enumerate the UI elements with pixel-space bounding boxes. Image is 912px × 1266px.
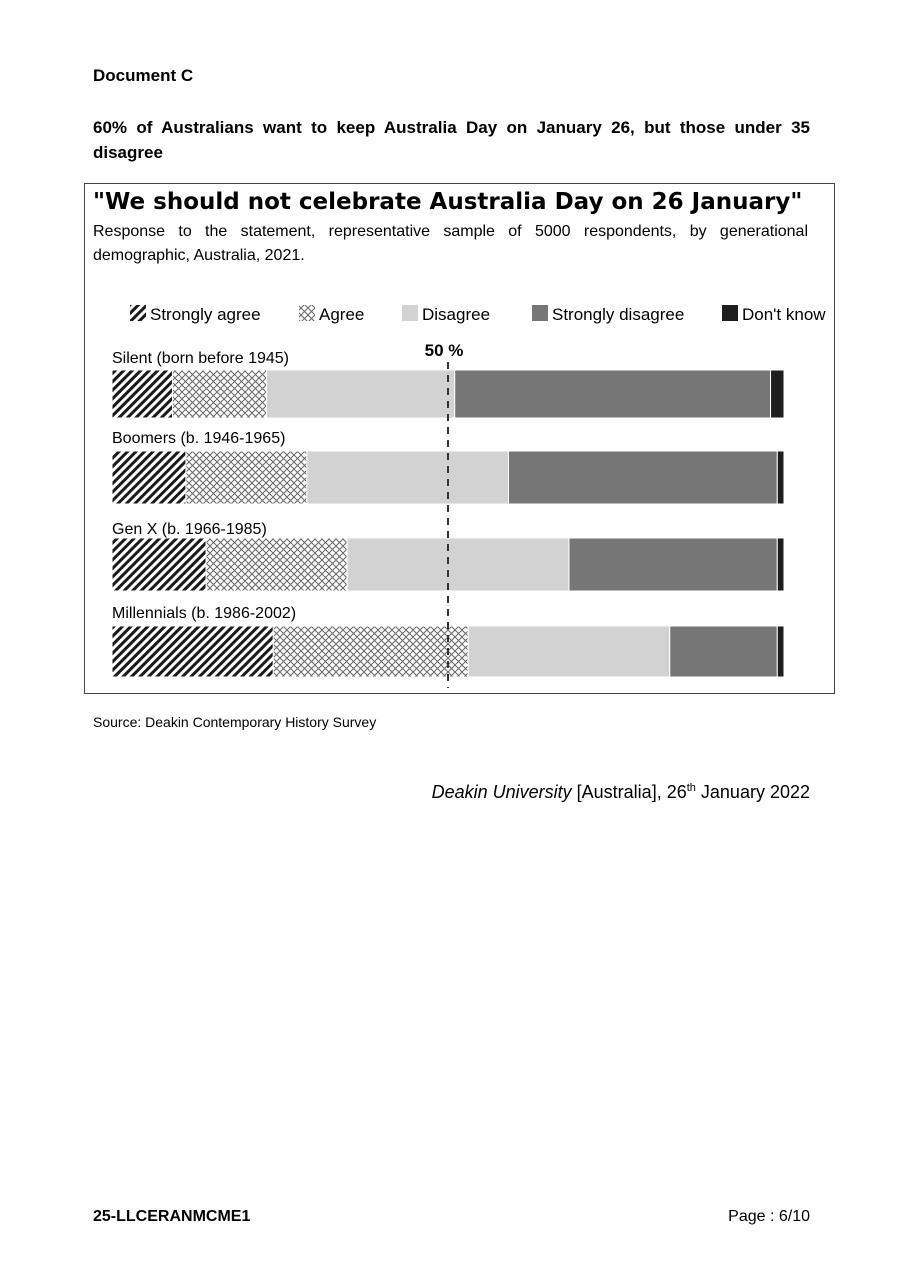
legend-label-disagree: Disagree xyxy=(422,305,491,324)
bar-silent-don-t-know xyxy=(771,370,784,418)
citation xyxy=(410,782,810,803)
bar-millennials-strongly-agree xyxy=(112,626,273,677)
chart-legend xyxy=(130,305,826,324)
chart-title: "We should not celebrate Australia Day on 26 January" xyxy=(93,189,803,215)
bar-boomers-strongly-agree xyxy=(112,451,186,504)
document-label: Document C xyxy=(93,66,194,85)
bar-millennials-don-t-know xyxy=(777,626,784,677)
category-label-boomers: Boomers (b. 1946-1965) xyxy=(112,430,286,447)
citation-date-part2: January 2022 xyxy=(695,782,810,802)
bar-silent-strongly-disagree xyxy=(455,370,771,418)
bar-millennials-agree xyxy=(273,626,468,677)
reference-line-label: 50 % xyxy=(424,341,464,360)
citation-ordinal: th xyxy=(686,782,696,794)
footer-page-number: Page : 6/10 xyxy=(728,1208,810,1225)
bar-millennials-strongly-disagree xyxy=(670,626,778,677)
category-label-gen: Gen X (b. 1966-1985) xyxy=(112,521,267,538)
legend-swatch-disagree xyxy=(402,305,418,321)
bar-silent-agree xyxy=(172,370,266,418)
citation-publisher: Deakin University xyxy=(431,782,572,802)
legend-label-don-t-know: Don't know xyxy=(742,305,826,324)
bar-boomers-agree xyxy=(186,451,307,504)
category-label-millennials: Millennials (b. 1986-2002) xyxy=(112,605,297,622)
footer-code: 25-LLCERANMCME1 xyxy=(93,1208,251,1225)
bar-silent-disagree xyxy=(267,370,455,418)
legend-label-strongly-disagree: Strongly disagree xyxy=(552,305,685,324)
legend-swatch-agree xyxy=(299,305,315,321)
bar-gen-strongly-disagree xyxy=(569,538,777,591)
bar-gen-strongly-agree xyxy=(112,538,206,591)
bar-millennials-disagree xyxy=(468,626,670,677)
bar-silent-strongly-agree xyxy=(112,370,172,418)
headline: 60% of Australians want to keep Australia Day on January 26, but those under 35 disagree xyxy=(93,118,810,162)
chart-source: Source: Deakin Contemporary History Survey xyxy=(93,714,377,730)
legend-swatch-strongly-disagree xyxy=(532,305,548,321)
legend-swatch-don-t-know xyxy=(722,305,738,321)
citation-date-part1: [Australia], 26 xyxy=(571,782,687,802)
category-label-silent: Silent (born before 1945) xyxy=(112,350,289,367)
bar-gen-don-t-know xyxy=(777,538,784,591)
legend-swatch-strongly-agree xyxy=(130,305,146,321)
bar-boomers-disagree xyxy=(307,451,509,504)
bar-boomers-strongly-disagree xyxy=(508,451,777,504)
bar-gen-disagree xyxy=(347,538,569,591)
legend-label-agree: Agree xyxy=(319,305,365,324)
chart-subtitle: Response to the statement, representative sample of 5000 respondents, by generational demographic, Australia, 2021. xyxy=(93,223,808,264)
bar-gen-agree xyxy=(206,538,347,591)
legend-label-strongly-agree: Strongly agree xyxy=(150,305,261,324)
bar-boomers-don-t-know xyxy=(777,451,784,504)
